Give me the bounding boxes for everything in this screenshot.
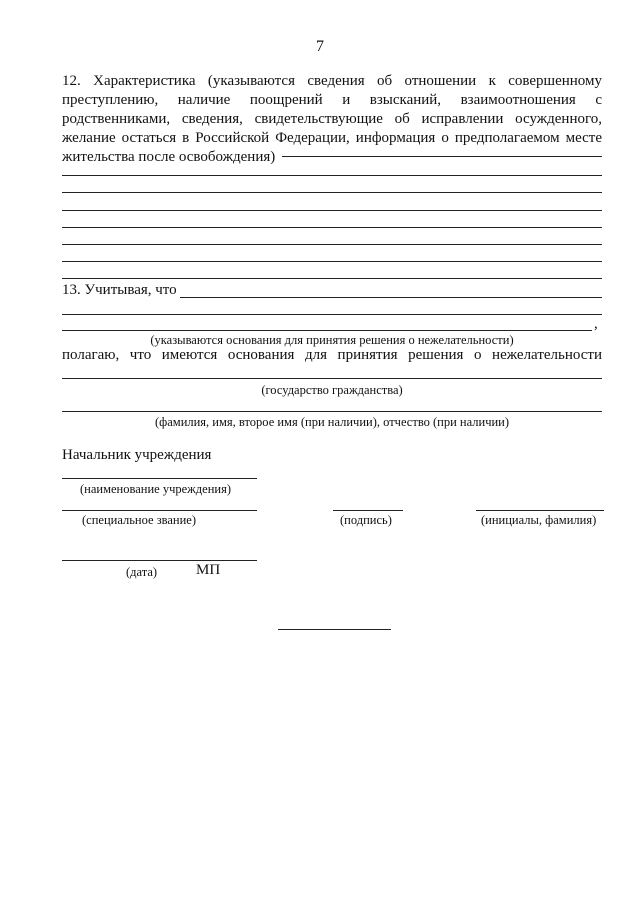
section-13-line bbox=[180, 297, 602, 298]
grounds-caption: (указываются основания для принятия решения о нежелательности) bbox=[150, 333, 514, 347]
section-12-line bbox=[62, 210, 602, 211]
section-13-line bbox=[62, 330, 592, 331]
conclusion-text: полагаю, что имеются основания для принятия решения о нежелательности bbox=[62, 347, 602, 363]
initials-line bbox=[476, 510, 604, 511]
state-line bbox=[62, 378, 602, 379]
section-12-line bbox=[62, 278, 602, 279]
name-caption: (фамилия, имя, второе имя (при наличии), отчество (при наличии) bbox=[154, 415, 510, 429]
date-caption: (дата) bbox=[126, 565, 158, 579]
state-caption: (государство гражданства) bbox=[261, 383, 403, 397]
section-12-line bbox=[62, 192, 602, 193]
institution-line bbox=[62, 478, 257, 479]
signature-line bbox=[333, 510, 403, 511]
rank-line bbox=[62, 510, 257, 511]
seal-label: МП bbox=[196, 562, 221, 578]
section-12-line bbox=[62, 244, 602, 245]
section-13-lead: 13. Учитывая, что bbox=[62, 282, 177, 298]
section-12-line bbox=[62, 227, 602, 228]
signature-caption: (подпись) bbox=[340, 513, 392, 527]
initials-caption: (инициалы, фамилия) bbox=[481, 513, 597, 527]
date-line bbox=[62, 560, 257, 561]
section-13-comma: , bbox=[594, 316, 598, 332]
section-12-line bbox=[62, 175, 602, 176]
section-12-line bbox=[282, 156, 602, 157]
page-number: 7 bbox=[316, 38, 324, 55]
section-13-line bbox=[62, 314, 602, 315]
section-12-line bbox=[62, 261, 602, 262]
institution-caption: (наименование учреждения) bbox=[80, 482, 231, 496]
closing-divider bbox=[278, 629, 391, 630]
section-12-text: 12. Характеристика (указываются сведения об отношении к совершенному преступлению, наличие поощрений и взысканий, взаимоотношения с родственниками, сведения, свидетельствующие об исправлении осужденного, желание остаться в Российской Федерации, информация о предполагаемом месте жительства после освобождения) bbox=[62, 73, 602, 165]
head-title: Начальник учреждения bbox=[62, 447, 212, 463]
rank-caption: (специальное звание) bbox=[82, 513, 197, 527]
name-line bbox=[62, 411, 602, 412]
